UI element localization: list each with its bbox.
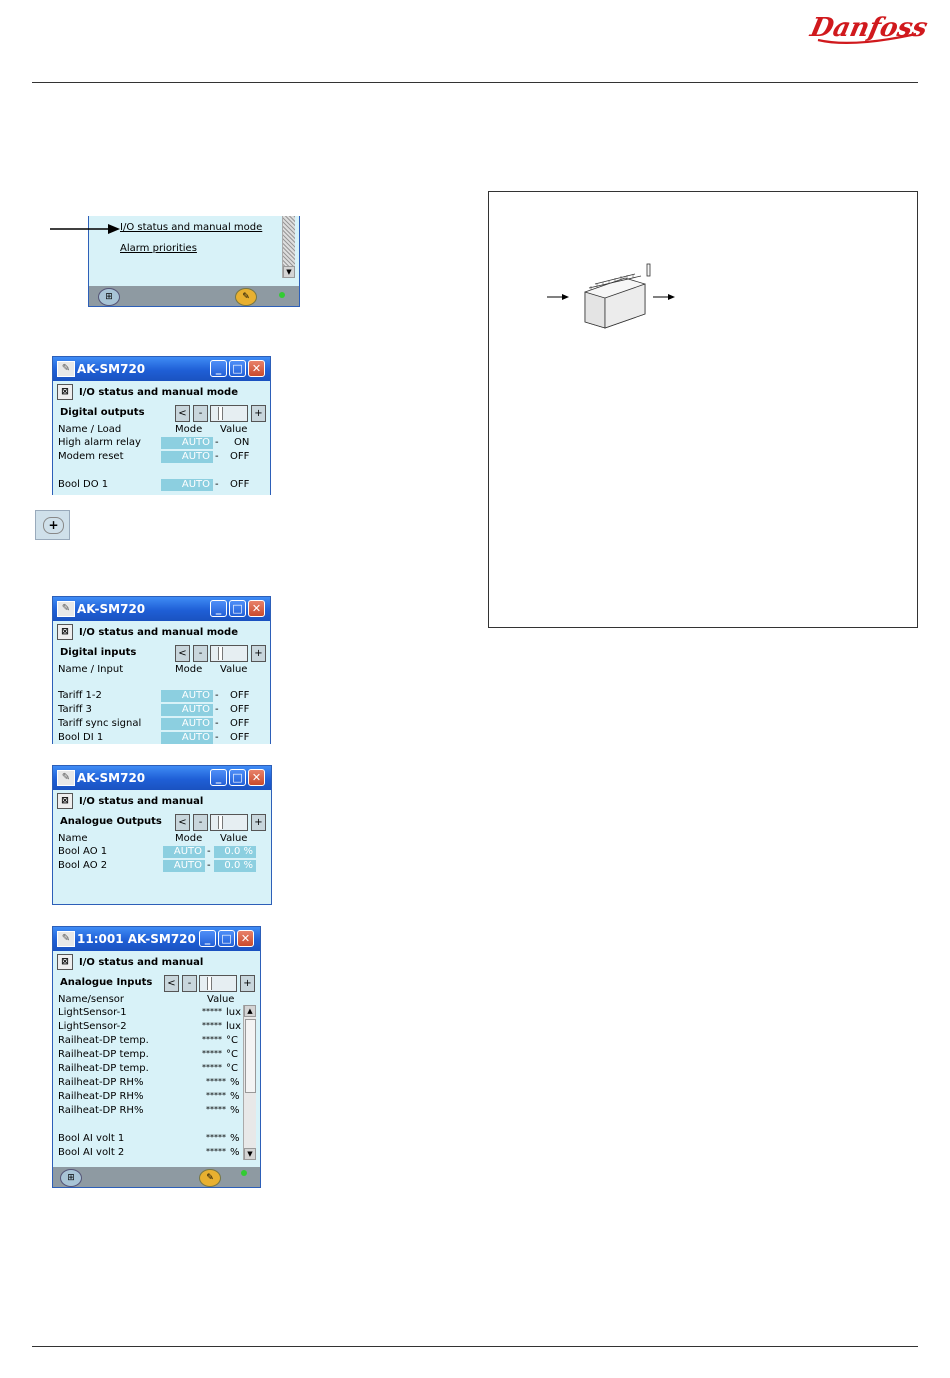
column-value: Value	[220, 664, 248, 675]
window-analogue-inputs: ✎ 11:001 AK-SM720 _ □ ✕ ⊠ I/O status and manual Analogue Inputs < - + Name/sensor Value LightSensor-1 ***** lux LightSensor-2 ***** lux Railheat-DP temp. ***** °C Railheat-DP temp. ***** °C Railheat-DP temp. ***** °C Railheat-DP RH% ***** % Railheat-DP RH% ***** % Railheat-DP RH% ***** % Bool AI volt 1 ***** % Bool AI volt 2 ***** % ▲ ▼ ⊞ ✎	[52, 926, 261, 1188]
section-title: Digital outputs	[60, 407, 145, 418]
mode-cell[interactable]: AUTO	[161, 718, 213, 730]
unit-cell: °C	[226, 1063, 238, 1074]
lock-icon: ⊠	[57, 384, 73, 400]
unit-cell: %	[230, 1133, 240, 1144]
add-button[interactable]	[35, 510, 70, 540]
next-page-button[interactable]: +	[240, 975, 255, 992]
status-bar	[53, 1167, 260, 1187]
title-bar[interactable]	[53, 597, 270, 621]
title-bar[interactable]	[53, 357, 270, 381]
minimize-button[interactable]: _	[210, 769, 227, 786]
value-cell: *****	[202, 1049, 222, 1058]
first-page-button[interactable]: <	[164, 975, 179, 992]
lock-icon: ⊠	[57, 954, 73, 970]
window-digital-outputs: ✎ AK-SM720 _ □ ✕ ⊠ I/O status and manual mode Digital outputs < - + Name / Load Mode Value High alarm relay AUTO - ON Modem reset AUTO - OFF Bool DO 1 AUTO - OFF	[52, 356, 271, 495]
menu-scrollbar[interactable]	[282, 216, 295, 278]
value-cell: OFF	[230, 718, 250, 729]
window-subtitle: ⊠ I/O status and manual	[57, 793, 203, 811]
value-cell[interactable]: 0.0 %	[214, 846, 256, 858]
first-page-button[interactable]: <	[175, 814, 190, 831]
column-value: Value	[220, 424, 248, 435]
maximize-button[interactable]: □	[229, 360, 246, 377]
prev-page-button[interactable]: -	[193, 645, 208, 662]
section-title: Analogue Inputs	[60, 977, 153, 988]
page-slider[interactable]	[199, 975, 237, 992]
scroll-down-icon[interactable]: ▼	[283, 266, 295, 278]
unit-cell: %	[230, 1091, 240, 1102]
maximize-button[interactable]: □	[229, 769, 246, 786]
page-slider[interactable]	[210, 405, 248, 422]
prev-page-button[interactable]: -	[193, 814, 208, 831]
scroll-thumb[interactable]	[245, 1019, 256, 1093]
next-page-button[interactable]: +	[251, 814, 266, 831]
value-cell: *****	[202, 1035, 222, 1044]
next-page-button[interactable]: +	[251, 405, 266, 422]
minimize-button[interactable]: _	[199, 930, 216, 947]
wrench-icon[interactable]: ✎	[235, 288, 257, 306]
window-analogue-outputs: ✎ AK-SM720 _ □ ✕ ⊠ I/O status and manual Analogue Outputs < - + Name Mode Value Bool AO 1 AUTO - 0.0 % Bool AO 2 AUTO - 0.0 %	[52, 765, 272, 905]
value-cell: *****	[206, 1077, 226, 1086]
wrench-icon: ✎	[57, 770, 75, 786]
value-cell: OFF	[230, 732, 250, 743]
network-icon[interactable]: ⊞	[98, 288, 120, 306]
value-cell: *****	[202, 1021, 222, 1030]
mode-cell[interactable]: AUTO	[161, 437, 213, 449]
column-mode: Mode	[175, 424, 203, 435]
window-title: 11:001 AK-SM720	[77, 932, 196, 946]
prev-page-button[interactable]: -	[193, 405, 208, 422]
mode-cell[interactable]: AUTO	[161, 451, 213, 463]
column-name: Name/sensor	[58, 994, 125, 1005]
column-value: Value	[220, 833, 248, 844]
page-slider[interactable]	[210, 645, 248, 662]
value-cell: OFF	[230, 451, 250, 462]
window-digital-inputs: ✎ AK-SM720 _ □ ✕ ⊠ I/O status and manual mode Digital inputs < - + Name / Input Mode Value Tariff 1-2 AUTO - OFF Tariff 3 AUTO - OFF Tariff sync signal AUTO - OFF Bool DI 1 AUTO - OFF	[52, 596, 271, 744]
wrench-icon[interactable]: ✎	[199, 1169, 221, 1187]
value-cell: *****	[206, 1147, 226, 1156]
danfoss-logo-text: Danfoss	[807, 12, 931, 43]
lock-icon: ⊠	[57, 793, 73, 809]
value-cell: ON	[234, 437, 250, 448]
mode-cell[interactable]: AUTO	[161, 690, 213, 702]
value-cell: *****	[202, 1063, 222, 1072]
value-cell: OFF	[230, 690, 250, 701]
value-cell: OFF	[230, 479, 250, 490]
unit-cell: lux	[226, 1021, 242, 1032]
value-cell: *****	[206, 1105, 226, 1114]
wrench-icon: ✎	[57, 361, 75, 377]
unit-cell: %	[230, 1077, 240, 1088]
value-cell: *****	[206, 1133, 226, 1142]
controller-device-icon	[545, 262, 675, 332]
close-button[interactable]: ✕	[248, 360, 265, 377]
lock-icon: ⊠	[57, 624, 73, 640]
column-mode: Mode	[175, 664, 203, 675]
scroll-up-icon[interactable]: ▲	[244, 1005, 256, 1017]
menu-link-alarm-priorities[interactable]: Alarm priorities	[120, 243, 197, 254]
value-cell: *****	[206, 1091, 226, 1100]
value-cell: OFF	[230, 704, 250, 715]
menu-status-bar	[89, 286, 299, 306]
value-cell: *****	[202, 1007, 222, 1016]
window-subtitle: ⊠ I/O status and manual mode	[57, 624, 238, 642]
minimize-button[interactable]: _	[210, 600, 227, 617]
section-title: Analogue Outputs	[60, 816, 162, 827]
window-subtitle: ⊠ I/O status and manual	[57, 954, 203, 972]
mode-cell[interactable]: AUTO	[161, 704, 213, 716]
next-page-button[interactable]: +	[251, 645, 266, 662]
window-title: AK-SM720	[77, 362, 146, 376]
value-cell[interactable]: 0.0 %	[214, 860, 256, 872]
mode-cell[interactable]: AUTO	[163, 860, 205, 872]
section-title: Digital inputs	[60, 647, 137, 658]
prev-page-button[interactable]: -	[182, 975, 197, 992]
title-bar[interactable]	[53, 927, 260, 951]
column-mode: Mode	[175, 833, 203, 844]
status-led-icon	[279, 292, 285, 298]
close-button[interactable]: ✕	[248, 769, 265, 786]
minimize-button[interactable]: _	[210, 360, 227, 377]
close-button[interactable]: ✕	[248, 600, 265, 617]
column-name: Name / Load	[58, 424, 122, 435]
scrollbar[interactable]	[243, 1005, 256, 1160]
window-subtitle: ⊠ I/O status and manual mode	[57, 384, 238, 402]
close-button[interactable]: ✕	[237, 930, 254, 947]
unit-cell: %	[230, 1147, 240, 1158]
page-slider[interactable]	[210, 814, 248, 831]
plus-icon: +	[43, 517, 64, 534]
info-box	[488, 191, 918, 628]
window-title: AK-SM720	[77, 771, 146, 785]
footer-rule	[32, 1346, 918, 1347]
pointer-arrow	[50, 222, 120, 236]
first-page-button[interactable]: <	[175, 405, 190, 422]
column-name: Name / Input	[58, 664, 124, 675]
danfoss-logo	[807, 4, 931, 48]
mode-cell[interactable]: AUTO	[163, 846, 205, 858]
unit-cell: %	[230, 1105, 240, 1116]
first-page-button[interactable]: <	[175, 645, 190, 662]
unit-cell: °C	[226, 1035, 238, 1046]
status-led-icon	[241, 1170, 247, 1176]
window-title: AK-SM720	[77, 602, 146, 616]
maximize-button[interactable]: □	[218, 930, 235, 947]
column-value: Value	[207, 994, 235, 1005]
unit-cell: °C	[226, 1049, 238, 1060]
network-icon[interactable]: ⊞	[60, 1169, 82, 1187]
scroll-down-icon[interactable]: ▼	[244, 1148, 256, 1160]
maximize-button[interactable]: □	[229, 600, 246, 617]
mode-cell[interactable]: AUTO	[161, 732, 213, 744]
wrench-icon: ✎	[57, 601, 75, 617]
unit-cell: lux	[226, 1007, 242, 1018]
column-name: Name	[58, 833, 88, 844]
title-bar[interactable]	[53, 766, 271, 790]
mode-cell[interactable]: AUTO	[161, 479, 213, 491]
wrench-icon: ✎	[57, 931, 75, 947]
menu-link-io-status[interactable]: I/O status and manual mode	[120, 222, 263, 233]
header-rule	[32, 82, 918, 83]
